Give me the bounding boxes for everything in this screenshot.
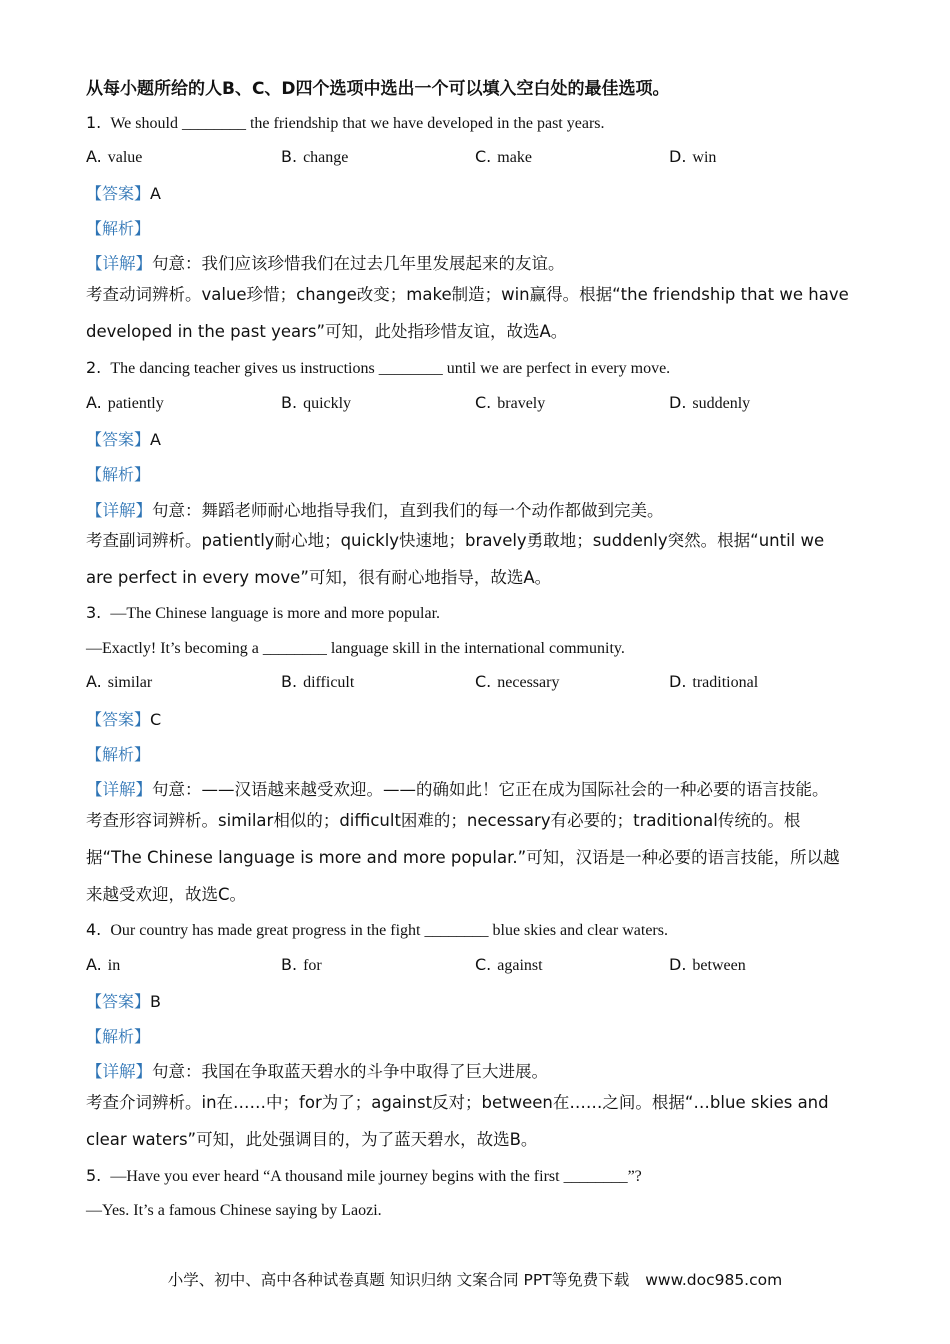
question-3-stem-line-2: [86, 638, 625, 658]
answer-line: 【答案】C: [86, 710, 162, 729]
question-number: 1.: [86, 113, 102, 132]
option-a: A. in: [86, 955, 121, 974]
question-3-stem: [86, 603, 440, 623]
answer-line: 【答案】A: [86, 430, 161, 449]
analysis-label: 【解析】: [86, 219, 151, 238]
question-5-stem: [86, 1166, 642, 1186]
detail-line: 【详解】句意：舞蹈老师耐心地指导我们，直到我们的每一个动作都做到完美。: [86, 501, 664, 520]
option-b: B. for: [281, 955, 322, 974]
question-2-stem: [86, 358, 670, 378]
question-text: Our country has made great progress in the fight ________ blue skies and clear waters.: [110, 922, 668, 939]
answer-line: 【答案】A: [86, 184, 161, 203]
question-text: —Exactly! It’s becoming a ________ language skill in the international community.: [86, 640, 625, 657]
option-b: B. change: [281, 147, 349, 166]
explanation-paragraph: 考查副词辨析。patiently耐心地；quickly快速地；bravely勇敢地；suddenly突然。根据“until we are perfect in every move”可知，很有耐心地指导，故选A。: [86, 531, 825, 587]
question-3-options: [86, 672, 866, 694]
question-4-stem: [86, 920, 668, 940]
footer-text: 小学、初中、高中各种试卷真题 知识归纳 文案合同 PPT等免费下载: [167, 1271, 630, 1289]
question-text: —The Chinese language is more and more popular.: [110, 605, 441, 622]
question-1-stem: [86, 113, 605, 133]
question-text: The dancing teacher gives us instructions ________ until we are perfect in every move.: [110, 360, 671, 377]
option-d: D. between: [669, 955, 746, 974]
option-c: C. make: [475, 147, 532, 166]
explanation-paragraph: 考查形容词辨析。similar相似的；difficult困难的；necessary有必要的；traditional传统的。根据“The Chinese language is more and more popular.”可知，汉语是一种必要的语言技能，所以越来越受欢迎，故选C。: [86, 811, 840, 904]
question-text: —Have you ever heard “A thousand mile journey begins with the first ________”?: [110, 1168, 642, 1185]
option-c: C. against: [475, 955, 543, 974]
option-b: B. quickly: [281, 393, 352, 412]
option-a: A. value: [86, 147, 143, 166]
analysis-label: 【解析】: [86, 465, 151, 484]
explanation-paragraph: 考查介词辨析。in在……中；for为了；against反对；between在……之间。根据“…blue skies and clear waters”可知，此处强调目的，为了蓝天碧水，故选B。: [86, 1093, 829, 1149]
option-b: B. difficult: [281, 672, 355, 691]
option-d: D. win: [669, 147, 717, 166]
question-text: —Yes. It’s a famous Chinese saying by Laozi.: [86, 1202, 382, 1219]
option-c: C. necessary: [475, 672, 560, 691]
question-number: 3.: [86, 603, 102, 622]
option-d: D. traditional: [669, 672, 759, 691]
question-5-stem-line-2: [86, 1200, 382, 1220]
question-number: 4.: [86, 920, 102, 939]
explanation-paragraph: 考查动词辨析。value珍惜；change改变；make制造；win赢得。根据“the friendship that we have developed in the past years”可知，此处指珍惜友谊，故选A。: [86, 285, 849, 341]
detail-line: 【详解】句意：——汉语越来越受欢迎。——的确如此！它正在成为国际社会的一种必要的语言技能。: [86, 780, 829, 799]
option-c: C. bravely: [475, 393, 546, 412]
analysis-label: 【解析】: [86, 1027, 151, 1046]
question-number: 5.: [86, 1166, 102, 1185]
question-1-options: [86, 147, 866, 169]
question-4-options: [86, 955, 866, 977]
footer-url[interactable]: www.doc985.com: [645, 1271, 783, 1289]
analysis-label: 【解析】: [86, 745, 151, 764]
detail-line: 【详解】句意：我国在争取蓝天碧水的斗争中取得了巨大进展。: [86, 1062, 548, 1081]
option-a: A. similar: [86, 672, 153, 691]
option-a: A. patiently: [86, 393, 164, 412]
page-footer: [0, 1268, 950, 1290]
option-d: D. suddenly: [669, 393, 751, 412]
detail-line: 【详解】句意：我们应该珍惜我们在过去几年里发展起来的友谊。: [86, 254, 565, 273]
answer-line: 【答案】B: [86, 992, 161, 1011]
section-heading: 从每小题所给的人B、C、D四个选项中选出一个可以填入空白处的最佳选项。: [86, 79, 670, 99]
question-2-options: [86, 393, 866, 415]
question-text: We should ________ the friendship that we have developed in the past years.: [110, 115, 605, 132]
question-number: 2.: [86, 358, 102, 377]
